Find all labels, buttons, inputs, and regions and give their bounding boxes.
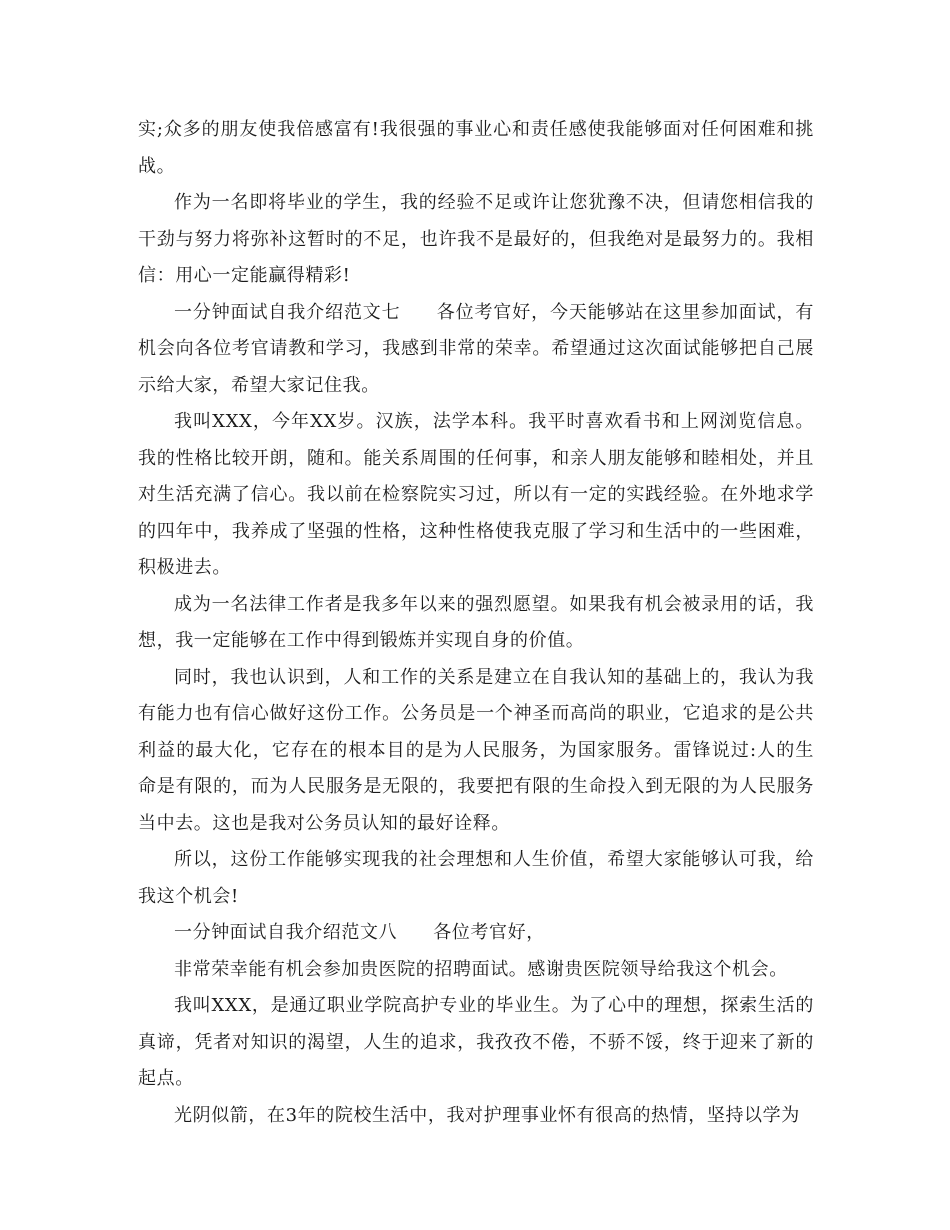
paragraph: 成为一名法律工作者是我多年以来的强烈愿望。如果我有机会被录用的话，我想，我一定能够在工作中得到锻炼并实现自身的价值。 [138, 593, 814, 651]
paragraph: 作为一名即将毕业的学生，我的经验不足或许让您犹豫不决，但请您相信我的干劲与努力将弥补这暂时的不足，也许我不是最好的，但我绝对是最努力的。我相信：用心一定能赢得精彩! [138, 192, 814, 286]
paragraph [138, 295, 814, 405]
section-heading: 一分钟面试自我介绍范文七 [174, 301, 401, 323]
paragraph: 光阴似箭，在3年的院校生活中，我对护理事业怀有很高的热情，坚持以学为 [174, 1104, 800, 1126]
paragraph: 我叫XXX，是通辽职业学院高护专业的毕业生。为了心中的理想，探索生活的真谛，凭者对知识的渴望，人生的追求，我孜孜不倦，不骄不馁，终于迎来了新的起点。 [138, 995, 814, 1089]
section-heading: 一分钟面试自我介绍范文八 [174, 922, 398, 943]
paragraph: 我叫XXX，今年XX岁。汉族，法学本科。我平时喜欢看书和上网浏览信息。我的性格比较开朗，随和。能关系周围的任何事，和亲人朋友能够和睦相处，并且对生活充满了信心。我以前在检察院实习过，所以有一定的实践经验。在外地求学的四年中，我养成了坚强的性格，这种性格使我克服了学习和生活中的一些困难，积极进去。 [138, 411, 814, 578]
paragraph-text: 各位考官好， [433, 922, 545, 943]
paragraph [138, 915, 814, 952]
paragraph: 非常荣幸能有机会参加贵医院的招聘面试。感谢贵医院领导给我这个机会。 [174, 958, 788, 980]
paragraph: 同时，我也认识到，人和工作的关系是建立在自我认知的基础上的，我认为我有能力也有信心做好这份工作。公务员是一个神圣而高尚的职业，它追求的是公共利益的最大化，它存在的根本目的是为人民服务，为国家服务。雷锋说过:人的生命是有限的，而为人民服务是无限的，我要把有限的生命投入到无限的为人民服务当中去。这也是我对公务员认知的最好诠释。 [138, 666, 814, 834]
document-body [138, 112, 814, 1134]
paragraph-text: 各位考官好，今天能够站在这里参加面试，有机会向各位考官请教和学习，我感到非常的荣幸。希望通过这次面试能够把自己展示给大家，希望大家记住我。 [138, 301, 814, 396]
paragraph: 实;众多的朋友使我倍感富有!我很强的事业心和责任感使我能够面对任何困难和挑战。 [138, 119, 814, 177]
paragraph: 所以，这份工作能够实现我的社会理想和人生价值，希望大家能够认可我，给我这个机会! [138, 849, 814, 907]
